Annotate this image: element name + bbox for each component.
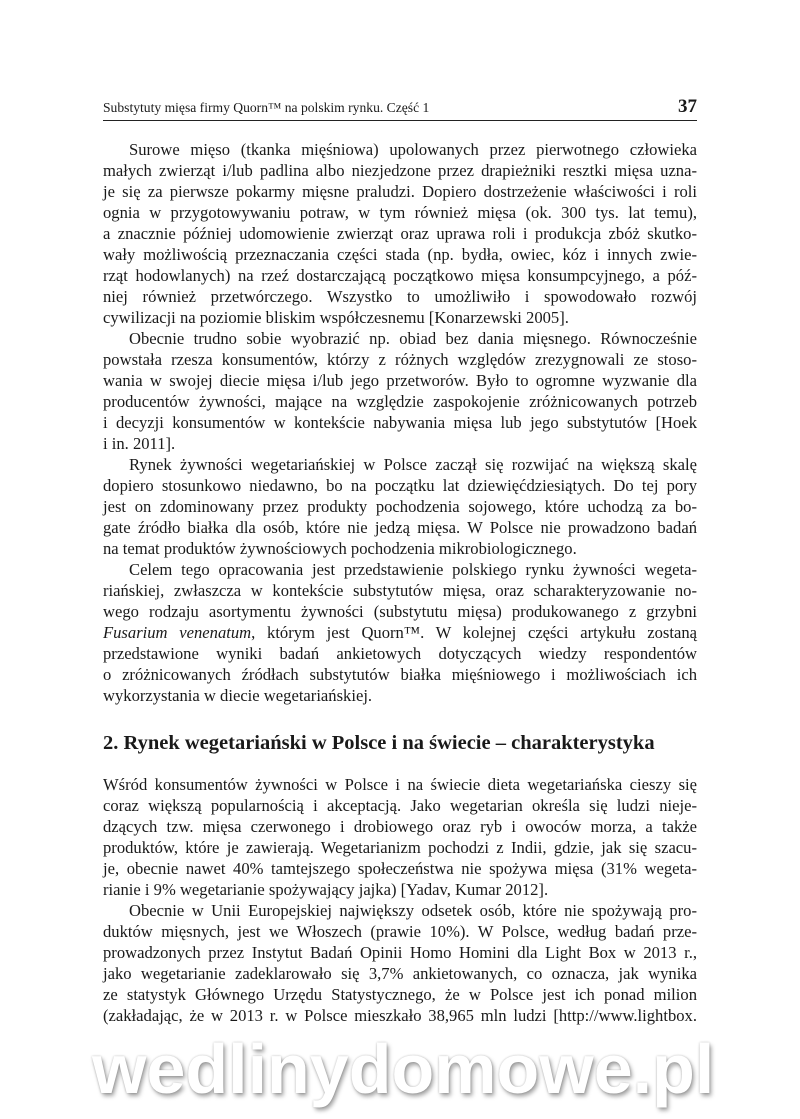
species-name: Fusarium venenatum [103, 623, 252, 642]
paragraph [103, 139, 697, 328]
paragraph [103, 900, 697, 1026]
text-line: gate źródło białka dla osób, które nie jedzą mięsa. W Polsce nie prowadzono badań [103, 518, 697, 537]
text-line: wykorzystania w diecie wegetariańskiej. [103, 686, 373, 705]
paragraph [103, 454, 697, 559]
running-header [103, 96, 697, 121]
text-line: wego rodzaju asortymentu żywności (substytutu mięsa) produkowanego z grzybni [103, 602, 697, 621]
running-title: Substytuty mięsa firmy Quorn™ na polskim rynku. Część 1 [103, 100, 430, 115]
text-line: i in. 2011]. [103, 434, 176, 453]
text-line [103, 622, 697, 643]
text-line: Obecnie w Unii Europejskiej największy odsetek osób, które nie spożywają pro- [129, 901, 697, 920]
text-line: Surowe mięso (tkanka mięśniowa) upolowanych przez pierwotnego człowieka [129, 140, 697, 159]
text-line: ognia w przygotowywaniu potraw, w tym również mięsa (ok. 300 tys. lat temu), [103, 203, 697, 222]
text-line: dopiero stosunkowo niedawno, bo na początku lat dziewięćdziesiątych. Do tej pory [103, 476, 697, 495]
paragraph [103, 328, 697, 454]
text-line: i decyzji konsumentów w kontekście nabywania mięsa lub jego substytutów [Hoek [103, 413, 697, 432]
text-line: powstała rzesza konsumentów, którzy z różnych względów zrezygnowali ze stoso- [103, 350, 697, 369]
text-line: dzących tzw. mięsa czerwonego i drobiowego oraz ryb i owoców morza, a także [103, 817, 697, 836]
text-line: produktów, które je zawierają. Wegetarianizm pochodzi z Indii, gdzie, jak się szacu- [103, 838, 697, 857]
text-line: riańskiej, zwłaszcza w kontekście substytutów mięsa, oraz scharakteryzowanie no- [103, 581, 697, 600]
text-line: duktów mięsnych, jest we Włoszech (prawie 10%). W Polsce, według badań prze- [103, 922, 697, 941]
text-line: prowadzonych przez Instytut Badań Opinii Homo Homini dla Light Box w 2013 r., [103, 943, 697, 962]
text-line: je, obecnie nawet 40% tamtejszego społeczeństwa nie spożywa mięsa (31% wegeta- [103, 859, 697, 878]
section-heading: 2. Rynek wegetariański w Polsce i na świecie – charakterystyka [103, 732, 655, 754]
text-line: ze statystyk Głównego Urzędu Statystycznego, że w Polsce jest ich ponad milion [103, 985, 697, 1004]
text-line: na temat produktów żywnościowych pochodzenia mikrobiologicznego. [103, 539, 577, 558]
text-line: niej również przetwórczego. Wszystko to umożliwiło i spowodowało rozwój [103, 287, 697, 306]
text-line: Obecnie trudno sobie wyobrazić np. obiad bez dania mięsnego. Równocześnie [129, 329, 697, 348]
text-line: Rynek żywności wegetariańskiej w Polsce zaczął się rozwijać na większą skalę [129, 455, 697, 474]
text-line: przedstawione wyniki badań ankietowych dotyczących wiedzy respondentów [103, 644, 697, 663]
text-line: wania w swojej diecie mięsa i/lub jego przetworów. Było to ogromne wyzwanie dla [103, 371, 697, 390]
text-line: jako wegetarianie zadeklarowało się 3,7% ankietowanych, co oznacza, jak wynika [103, 964, 697, 983]
text-line: je się za pierwsze pokarmy mięsne praludzi. Dopiero dostrzeżenie właściwości i roli [103, 182, 697, 201]
text-line: o zróżnicowanych źródłach substytutów białka mięśniowego i możliwościach ich [103, 665, 697, 684]
text-line: rianie i 9% wegetarianie spożywający jajka) [Yadav, Kumar 2012]. [103, 880, 549, 899]
text-line: rząt hodowlanych) na rzeź dostarczającą początkowo mięsa konsumpcyjnego, a póź- [103, 266, 697, 285]
page-number: 37 [678, 96, 697, 117]
text-line: jest on zdominowany przez produkty pochodzenia sojowego, które uchodzą za bo- [103, 497, 697, 516]
paragraph [103, 559, 697, 706]
text-line: coraz większą popularnością i akceptacją. Jako wegetarian określa się ludzi nieje- [103, 796, 697, 815]
text-segment: , którym jest Quorn™. W kolejnej części artykułu zostaną [251, 623, 697, 642]
paragraph [103, 774, 697, 900]
text-line: producentów żywności, mające na względzie zaspokojenie zróżnicowanych potrzeb [103, 392, 697, 411]
watermark-logo: wedlinydomowe.pl [92, 1030, 715, 1108]
text-line: cywilizacji na poziomie bliskim współczesnemu [Konarzewski 2005]. [103, 308, 569, 327]
article-body [103, 139, 697, 1026]
text-line: (zakładając, że w 2013 r. w Polsce mieszkało 38,965 mln ludzi [http://www.lightbox. [103, 1006, 697, 1025]
text-line: a znacznie później udomowienie zwierząt oraz uprawa roli i produkcja zbóż skutko- [103, 224, 697, 243]
text-line: Wśród konsumentów żywności w Polsce i na świecie dieta wegetariańska cieszy się [103, 775, 697, 794]
text-line: małych zwierząt i/lub padlina albo niezjedzone przez drapieżniki resztki mięsa uzna- [103, 161, 697, 180]
text-line: Celem tego opracowania jest przedstawienie polskiego rynku żywności wegeta- [129, 560, 697, 579]
text-line: wały możliwością przeznaczania części stada (np. bydła, owiec, kóz i innych zwie- [103, 245, 697, 264]
